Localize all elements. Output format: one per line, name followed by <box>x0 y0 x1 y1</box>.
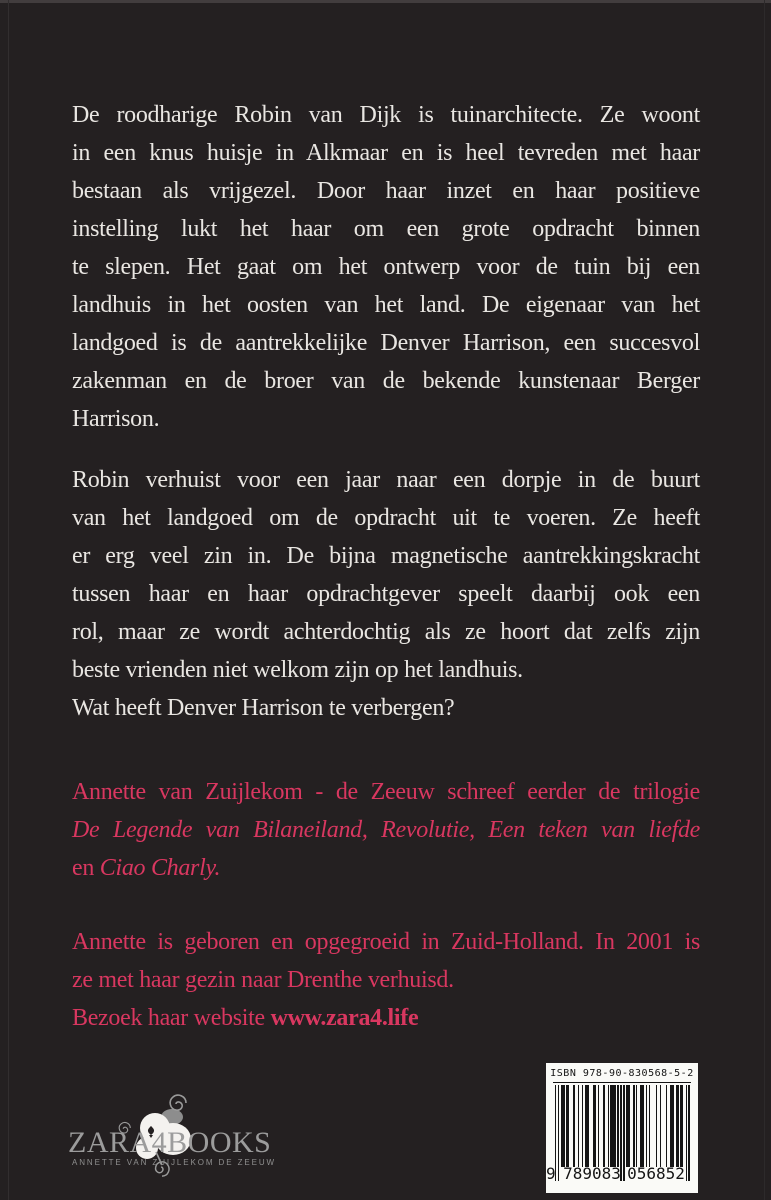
text-segment: bestaan als vrijgezel. Door haar inzet en haar positieve <box>72 178 700 204</box>
text-segment: landhuis in het oosten van het land. De eigenaar van het <box>72 292 700 318</box>
cover-right-edge <box>764 0 765 1200</box>
barcode-bar <box>578 1085 579 1167</box>
cover-top-edge <box>0 0 771 3</box>
text-line <box>72 286 700 324</box>
barcode-bar <box>593 1085 596 1167</box>
text-segment: www.zara4.life <box>270 1005 419 1031</box>
barcode-bar <box>636 1085 637 1167</box>
text-segment: en <box>72 855 100 881</box>
barcode-digit-group-2: 056852 <box>627 1164 685 1183</box>
text-line <box>72 134 700 172</box>
barcode-bar <box>561 1085 565 1167</box>
barcode-bar <box>626 1085 630 1167</box>
barcode-digit-group-1: 789083 <box>563 1164 621 1183</box>
synopsis-paragraph-1 <box>72 96 700 438</box>
barcode-bar <box>573 1085 574 1167</box>
text-line <box>72 923 700 961</box>
text-segment: ze met haar gezin naar Drenthe verhuisd. <box>72 967 454 993</box>
text-line <box>72 689 700 727</box>
barcode-bar <box>676 1085 679 1167</box>
text-segment: tussen haar en haar opdrachtgever speelt daarbij ook een <box>72 581 700 607</box>
text-line <box>72 324 700 362</box>
text-segment: De Legende van Bilaneiland, Revolutie, Een teken van liefde <box>72 817 700 843</box>
text-line <box>72 773 700 811</box>
text-segment: van het landgoed om de opdracht uit te voeren. Ze heeft <box>72 505 700 531</box>
text-segment: instelling lukt het haar om een grote opdracht binnen <box>72 216 700 242</box>
barcode <box>546 1063 698 1193</box>
barcode-bar <box>603 1085 604 1167</box>
barcode-bar <box>585 1085 589 1167</box>
barcode-bar <box>610 1085 616 1167</box>
text-line <box>72 537 700 575</box>
text-segment: De roodharige Robin van Dijk is tuinarchitecte. Ze woont <box>72 102 700 128</box>
text-segment: in een knus huisje in Alkmaar en is heel tevreden met haar <box>72 140 700 166</box>
isbn-underline <box>553 1082 691 1083</box>
text-line <box>72 400 700 438</box>
barcode-bar <box>582 1085 583 1167</box>
barcode-bar <box>617 1085 618 1167</box>
publisher-tagline: ANNETTE VAN ZUIJLEKOM DE ZEEUW <box>72 1158 276 1167</box>
synopsis-paragraph-2 <box>72 461 700 727</box>
text-segment: zakenman en de broer van de bekende kunstenaar Berger <box>72 368 700 394</box>
text-segment: Annette is geboren en opgegroeid in Zuid-Holland. In 2001 is <box>72 929 700 955</box>
text-segment: er erg veel zin in. De bijna magnetische aantrekkingskracht <box>72 543 700 569</box>
cover-left-edge <box>8 0 9 1200</box>
barcode-bar <box>633 1085 634 1167</box>
barcode-bar <box>649 1085 650 1167</box>
isbn-label: ISBN 978-90-830568-5-2 <box>550 1068 694 1079</box>
text-segment: beste vrienden niet welkom zijn op het landhuis. <box>72 657 523 683</box>
text-segment: Wat heeft Denver Harrison te verbergen? <box>72 695 455 721</box>
text-line <box>72 811 700 849</box>
barcode-bar <box>660 1085 661 1167</box>
publisher-name: ZARA4BOOKS <box>68 1126 272 1159</box>
barcode-bar <box>640 1085 644 1167</box>
text-line <box>72 96 700 134</box>
barcode-bar <box>656 1085 657 1167</box>
text-segment: Ciao Charly. <box>99 855 221 881</box>
barcode-digit-lead: 9 <box>546 1164 556 1183</box>
text-line <box>72 248 700 286</box>
text-line <box>72 362 700 400</box>
barcode-bar <box>670 1085 674 1167</box>
text-line <box>72 961 700 999</box>
barcode-bar <box>680 1085 683 1167</box>
text-segment: landgoed is de aantrekkelijke Denver Harrison, een succesvol <box>72 330 700 356</box>
text-segment: Annette van Zuijlekom - de Zeeuw schreef eerder de trilogie <box>72 779 700 805</box>
text-line <box>72 999 700 1037</box>
text-segment: Robin verhuist voor een jaar naar een dorpje in de buurt <box>72 467 700 493</box>
barcode-bar <box>646 1085 647 1167</box>
text-line <box>72 210 700 248</box>
author-note-1 <box>72 773 700 887</box>
barcode-bar <box>666 1085 667 1167</box>
text-line <box>72 575 700 613</box>
text-line <box>72 461 700 499</box>
text-segment: te slepen. Het gaat om het ontwerp voor de tuin bij een <box>72 254 700 280</box>
author-note-2 <box>72 923 700 1037</box>
barcode-bar <box>598 1085 599 1167</box>
barcode-digits <box>546 1165 698 1185</box>
text-segment: Harrison. <box>72 406 160 432</box>
text-line <box>72 613 700 651</box>
text-line <box>72 651 700 689</box>
text-line <box>72 172 700 210</box>
text-line <box>72 499 700 537</box>
text-segment: Bezoek haar website <box>72 1005 271 1031</box>
publisher-logo <box>60 1088 290 1200</box>
text-segment: rol, maar ze wordt achterdochtig als ze hoort dat zelfs zijn <box>72 619 700 645</box>
barcode-bar <box>608 1085 609 1167</box>
text-line <box>72 849 700 887</box>
barcode-bar <box>566 1085 569 1167</box>
